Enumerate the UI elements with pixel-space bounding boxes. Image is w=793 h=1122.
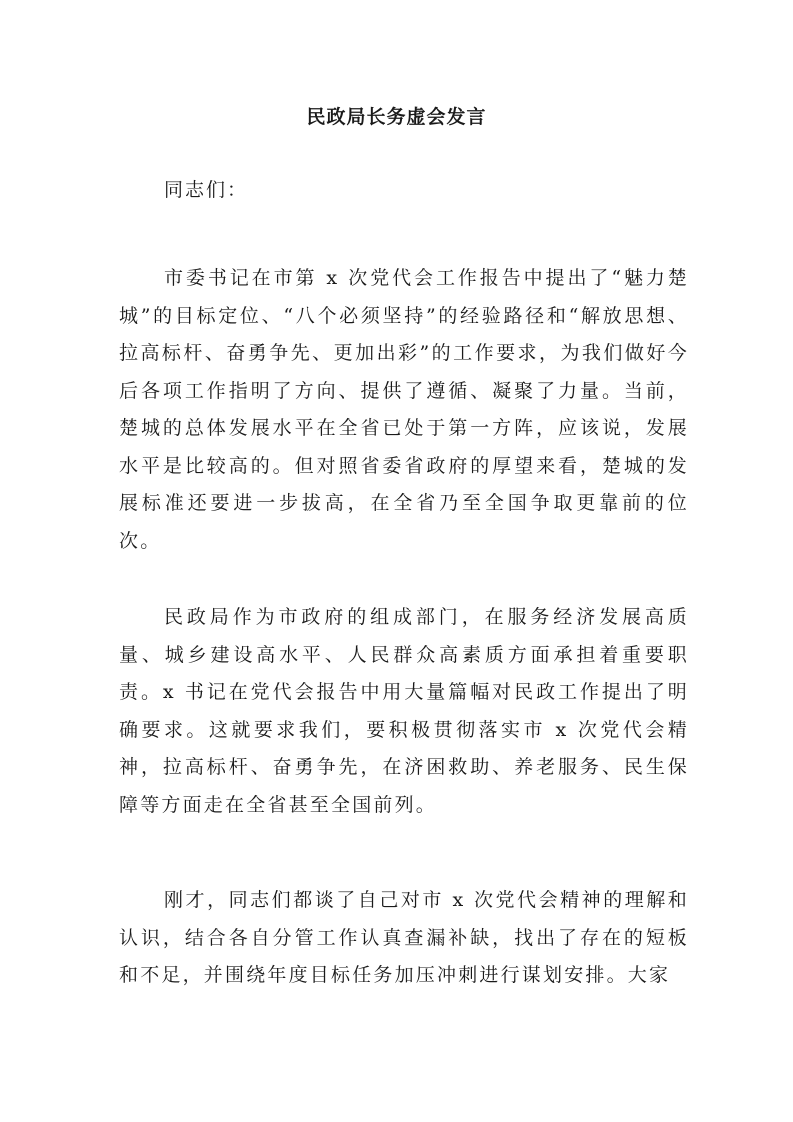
document-title: 民政局长务虚会发言 [306,106,487,128]
paragraph-1: 市委书记在市第 x 次党代会工作报告中提出了“魅力楚城”的目标定位、“八个必须坚持”的经验路径和“解放思想、拉高标杆、奋勇争先、更加出彩”的工作要求，为我们做好今后各项工作指明了方向、提供了遵循、凝聚了力量。当前，楚城的总体发展水平在全省已处于第一方阵，应该说，发展水平是比较高的。但对照省委省政府的厚望来看，楚城的发展标准还要进一步拔高，在全省乃至全国争取更靠前的位次。 [119,267,689,552]
paragraph-3: 刚才，同志们都谈了自己对市 x 次党代会精神的理解和认识，结合各自分管工作认真查漏补缺，找出了存在的短板和不足，并围绕年度目标任务加压冲刺进行谋划安排。大家 [119,889,689,986]
salutation: 同志们： [164,179,249,201]
paragraph-2: 民政局作为市政府的组成部门，在服务经济发展高质量、城乡建设高水平、人民群众高素质方面承担着重要职责。x 书记在党代会报告中用大量篇幅对民政工作提出了明确要求。这就要求我们，要积极贯彻落实市 x 次党代会精神，拉高标杆、奋勇争先，在济困救助、养老服务、民生保障等方面走在全省甚至全国前列。 [119,606,689,816]
